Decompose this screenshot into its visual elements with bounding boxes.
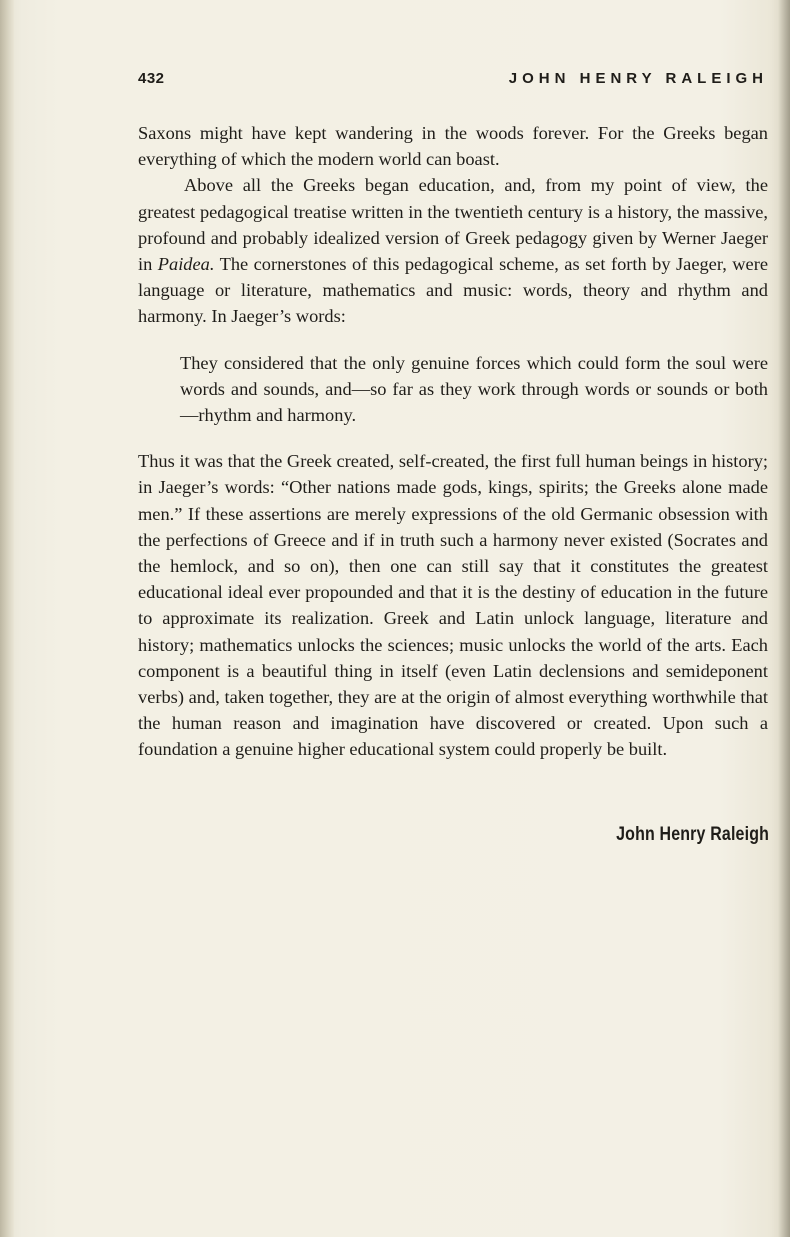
- paragraph-1: Saxons might have kept wandering in the woods forever. For the Greeks began everything of which the modern world can boast.: [138, 123, 768, 170]
- page-number: 432: [138, 70, 165, 87]
- page-edge-shadow: [778, 0, 790, 1237]
- paragraph-2-text-a: Above all the Greeks began education, and, from my point of view, the greatest pedagogical treatise written in the twentieth century is a history, the massive, profound and probably idealized version of Greek pedagogy given by Werner Jaeger in: [138, 175, 768, 275]
- book-title-paidea: Paidea.: [157, 254, 215, 275]
- block-quote: They considered that the only genuine forces which could form the soul were words and sounds, and—so far as they work through words or sounds or both—rhythm and harmony.: [180, 352, 768, 426]
- running-head: JOHN HENRY RALEIGH: [508, 70, 768, 87]
- author-signature: John Henry Raleigh: [616, 824, 769, 845]
- binding-gutter: [0, 0, 14, 1237]
- paragraph-2-text-b: The cornerstones of this pedagogical scheme, as set forth by Jaeger, were language or literature, mathematics and music: words, theory and rhythm and harmony. In Jaeger’s words:: [138, 254, 769, 327]
- body-text: [138, 120, 768, 763]
- paragraph-3: Thus it was that the Greek created, self-created, the first full human beings in history; in Jaeger’s words: “Other nations made gods, kings, spirits; the Greeks alone made men.” If these assertions are merely expressions of the old Germanic obsession with the perfections of Greece and if in truth such a harmony never existed (Socrates and the hemlock, and so on), then one can still say that it constitutes the greatest educational ideal ever propounded and that it is the destiny of education in the future to approximate its realization. Greek and Latin unlock language, literature and history; mathematics unlocks the sciences; music unlocks the world of the arts. Each component is a beautiful thing in itself (even Latin declensions and semideponent verbs) and, taken together, they are at the origin of almost everything worthwhile that the human reason and imagination have discovered or created. Upon such a foundation a genuine higher educational system could properly be built.: [138, 451, 768, 760]
- page-header: [138, 70, 768, 94]
- paragraph-2: [138, 172, 768, 329]
